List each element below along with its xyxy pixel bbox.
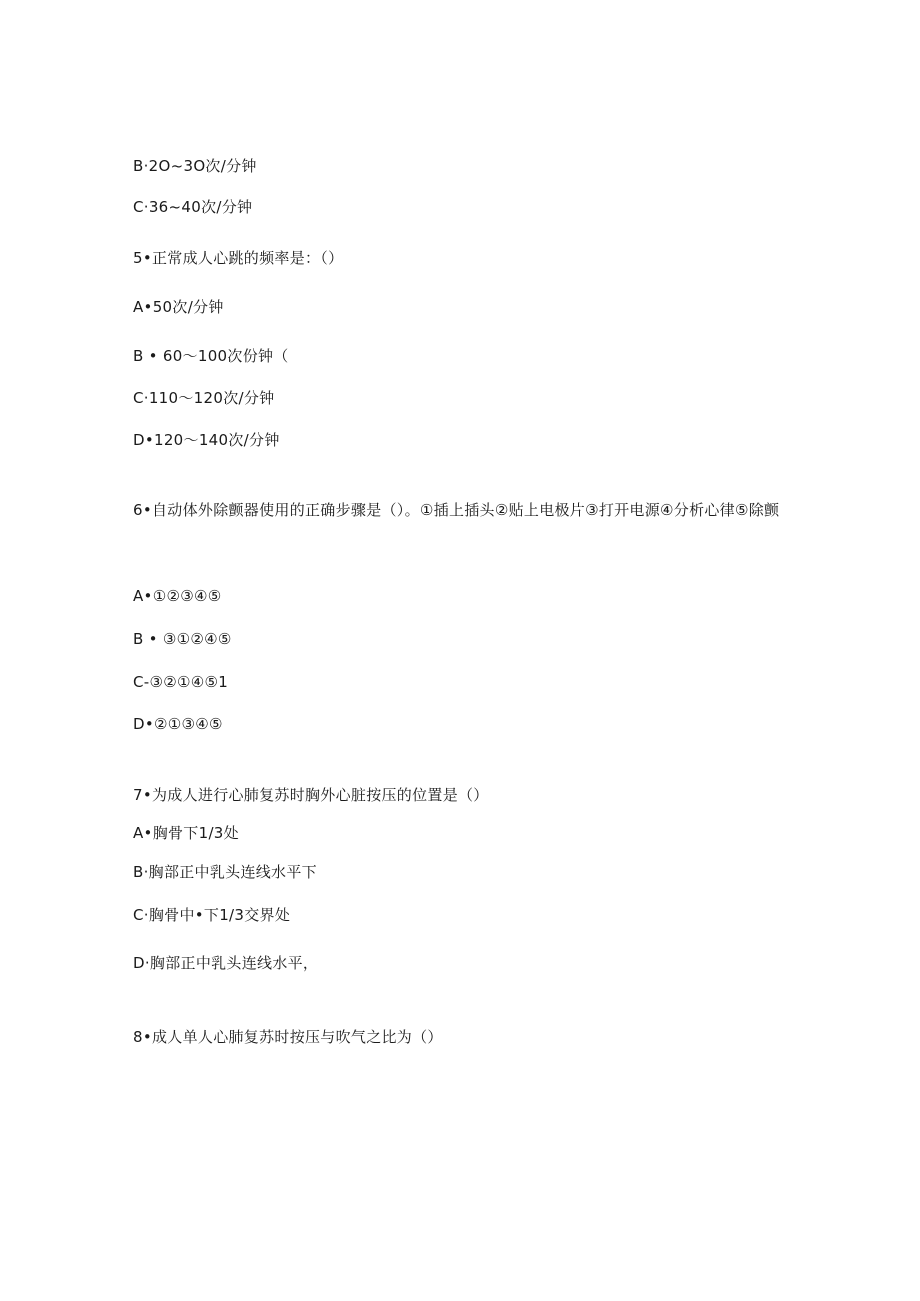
option-a-q7: A•胸骨下1/3处 xyxy=(133,824,239,842)
option-c-q4: C·36~40次/分钟 xyxy=(133,198,253,216)
question-6: 6•自动体外除颤器使用的正确步骤是（）。①插上插头②贴上电极片③打开电源④分析心律⑤除颤 xyxy=(133,501,780,519)
option-c-q5: C·110～120次/分钟 xyxy=(133,389,275,407)
option-c-q7: C·胸骨中•下1/3交界处 xyxy=(133,906,291,924)
option-b-q6: B • ③①②④⑤ xyxy=(133,630,232,648)
question-5: 5•正常成人心跳的频率是：（） xyxy=(133,249,344,267)
option-b-q5: B • 60～100次份钟（ xyxy=(133,347,289,365)
option-b-q4: B·2O~3O次/分钟 xyxy=(133,157,257,175)
option-a-q5: A•50次/分钟 xyxy=(133,298,224,316)
option-d-q7: D·胸部正中乳头连线水平， xyxy=(133,954,319,972)
question-7: 7•为成人进行心肺复苏时胸外心脏按压的位置是（） xyxy=(133,786,489,804)
option-b-q7: B·胸部正中乳头连线水平下 xyxy=(133,863,317,881)
option-a-q6: A•①②③④⑤ xyxy=(133,587,222,605)
option-c-q6: C-③②①④⑤1 xyxy=(133,673,229,691)
option-d-q6: D•②①③④⑤ xyxy=(133,715,223,733)
question-8: 8•成人单人心肺复苏时按压与吹气之比为（） xyxy=(133,1028,443,1046)
option-d-q5: D•120～140次/分钟 xyxy=(133,431,280,449)
